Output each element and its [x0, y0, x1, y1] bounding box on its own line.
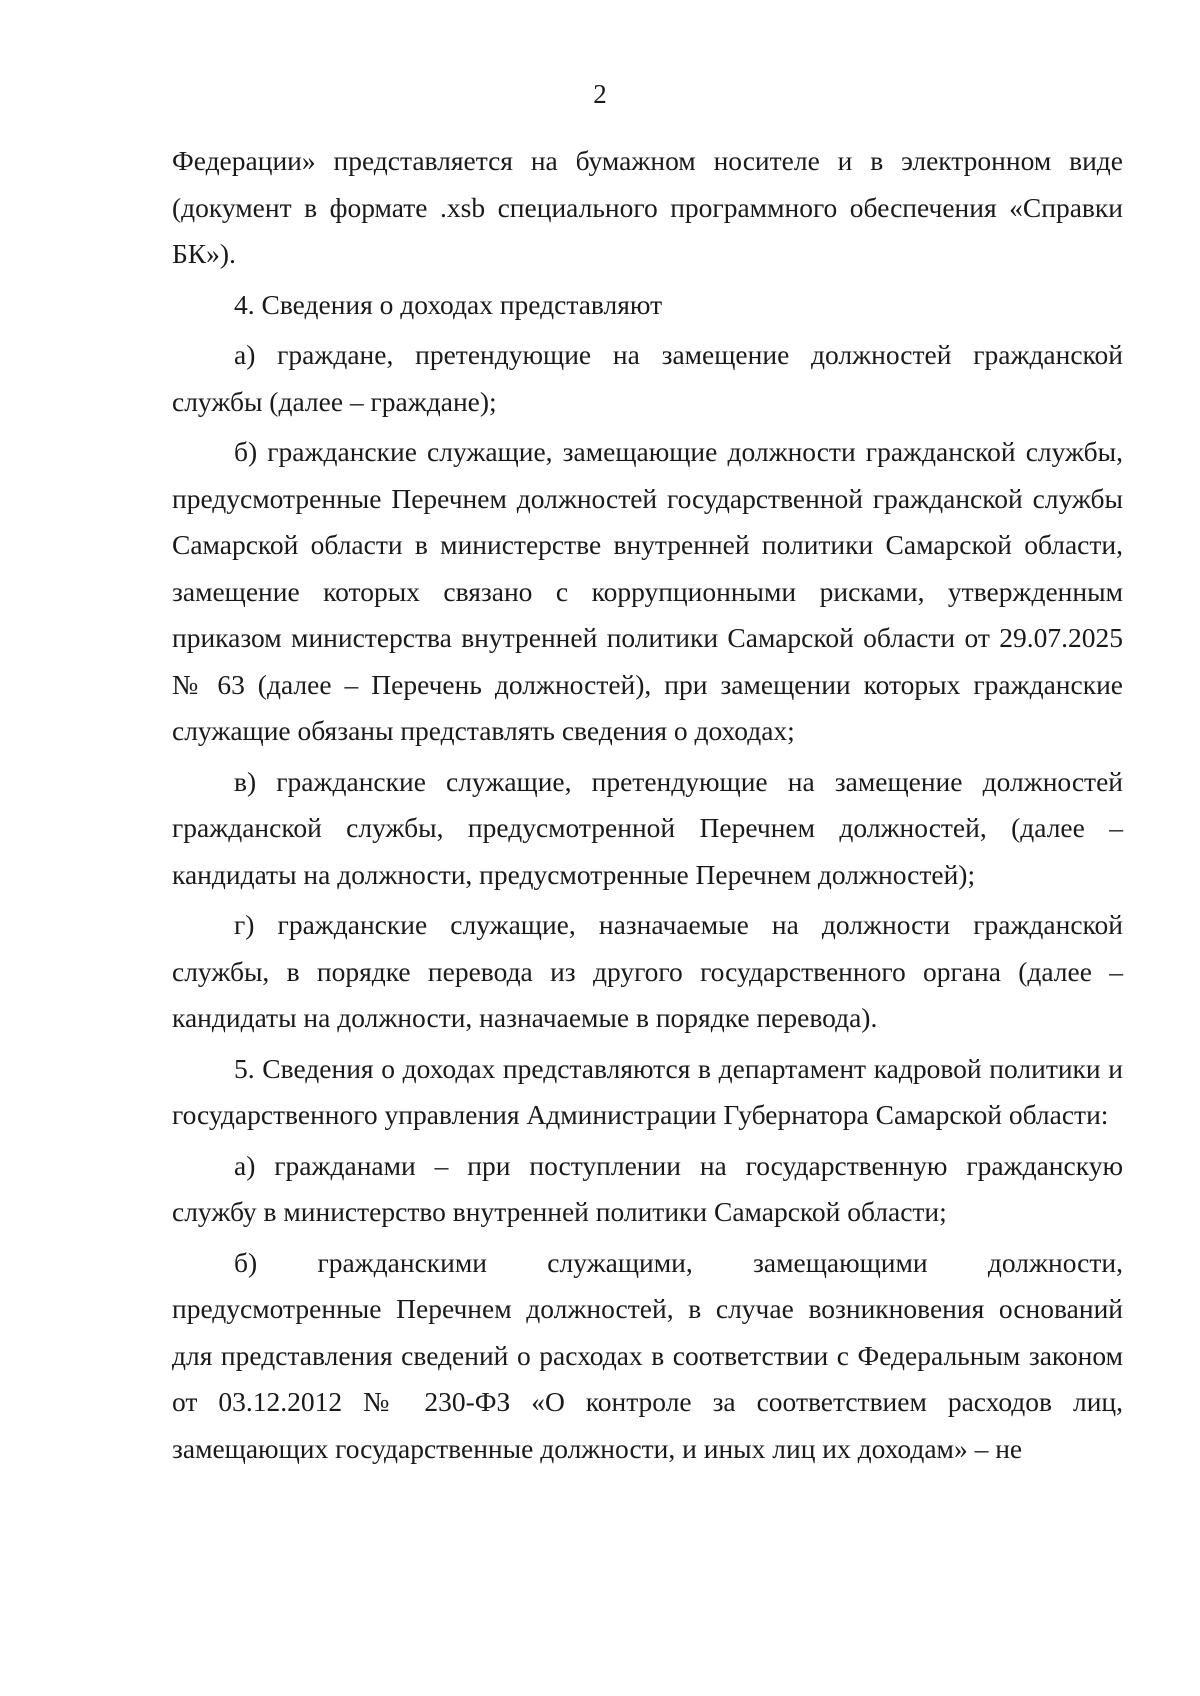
paragraph-item-5a: а) гражданами – при поступлении на государственную гражданскую службу в министерство внутренней политики Самарской области;	[172, 1149, 1123, 1227]
paragraph-item-4g: г) гражданские служащие, назначаемые на должности гражданской службы, в порядке перевода из другого государственного органа (далее – кандидаты на должности, назначаемые в порядке перевода).	[172, 909, 1123, 1033]
paragraph-item-4a: а) граждане, претендующие на замещение должностей гражданской службы (далее – граждане);	[172, 339, 1123, 417]
paragraph-continuation: Федерации» представляется на бумажном носителе и в электронном виде (документ в формате .xsb специального программного обеспечения «Справки БК»).	[172, 145, 1123, 269]
paragraph-item-4v: в) гражданские служащие, претендующие на замещение должностей гражданской службы, предусмотренной Перечнем должностей, (далее – кандидаты на должности, предусмотренные Перечнем должностей);	[172, 765, 1123, 890]
paragraph-item-4: 4. Сведения о доходах представляют	[234, 288, 663, 320]
document-body	[172, 138, 1123, 1472]
paragraph-item-4b: б) гражданские служащие, замещающие должности гражданской службы, предусмотренные Перечнем должностей государственной гражданской службы Самарской области в министерстве внутренней политики Самарской области, замещение которых связано с коррупционными рисками, утвержденным приказом министерства внутренней политики Самарской области от 29.07.2025 № 63 (далее – Перечень должностей), при замещении которых гражданские служащие обязаны представлять сведения о доходах;	[172, 436, 1123, 746]
paragraph-item-5b: б) гражданскими служащими, замещающими должности, предусмотренные Перечнем должностей, в случае возникновения оснований для представления сведений о расходах в соответствии с Федеральным законом от 03.12.2012 № 230-ФЗ «О контроле за соответствием расходов лиц, замещающих государственные должности, и иных лиц их доходам» – не	[172, 1246, 1123, 1464]
page-number: 2	[593, 79, 607, 109]
paragraph-item-5: 5. Сведения о доходах представляются в департамент кадровой политики и государственного управления Администрации Губернатора Самарской области:	[172, 1052, 1123, 1130]
